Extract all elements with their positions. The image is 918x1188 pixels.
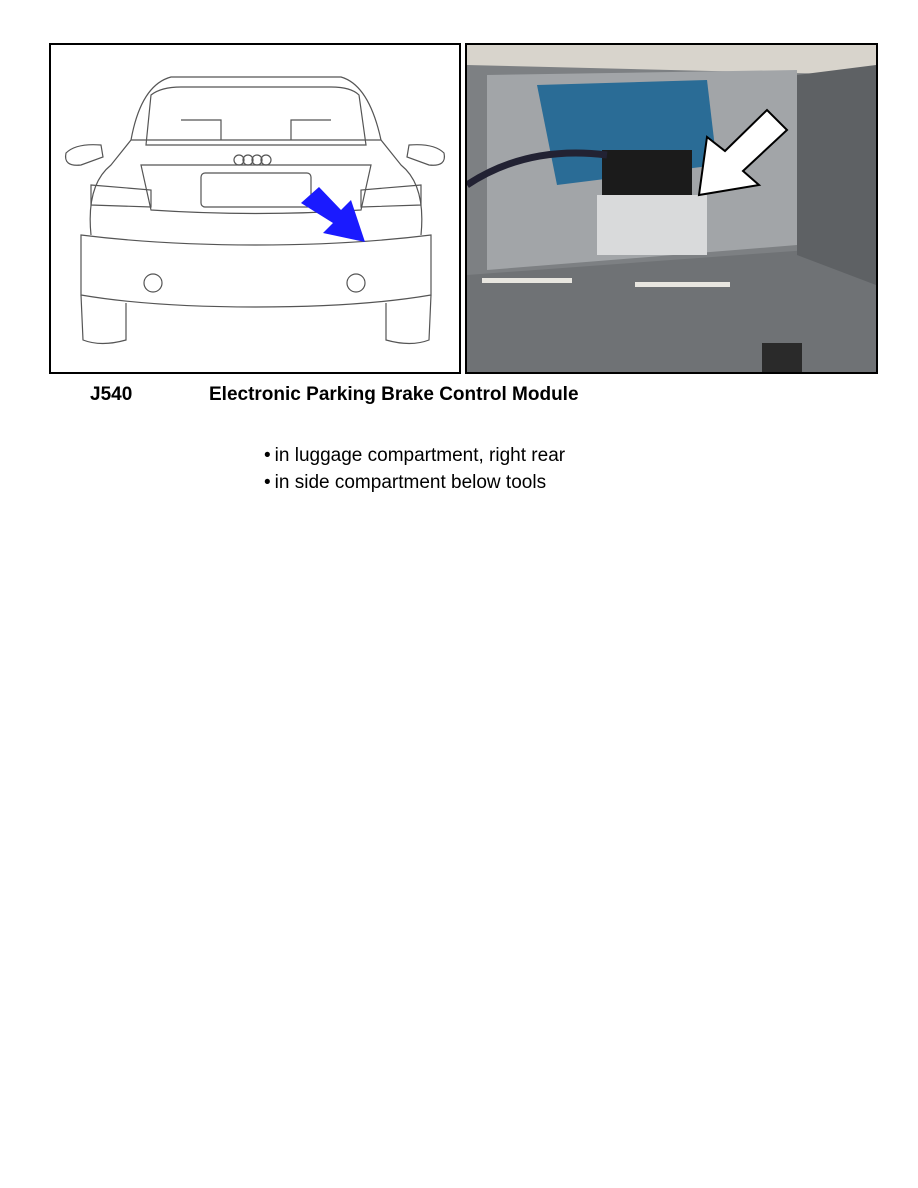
car-rear-drawing: [51, 45, 459, 372]
location-list: [264, 442, 565, 496]
component-code: J540: [90, 384, 133, 405]
luggage-compartment-photo: [465, 43, 878, 374]
module-photo: [467, 45, 876, 372]
location-item: • in luggage compartment, right rear: [264, 442, 565, 469]
location-item: • in side compartment below tools: [264, 469, 565, 496]
blue-arrow-icon: [301, 187, 365, 242]
car-rear-illustration: [49, 43, 461, 374]
component-title: Electronic Parking Brake Control Module: [209, 384, 579, 405]
